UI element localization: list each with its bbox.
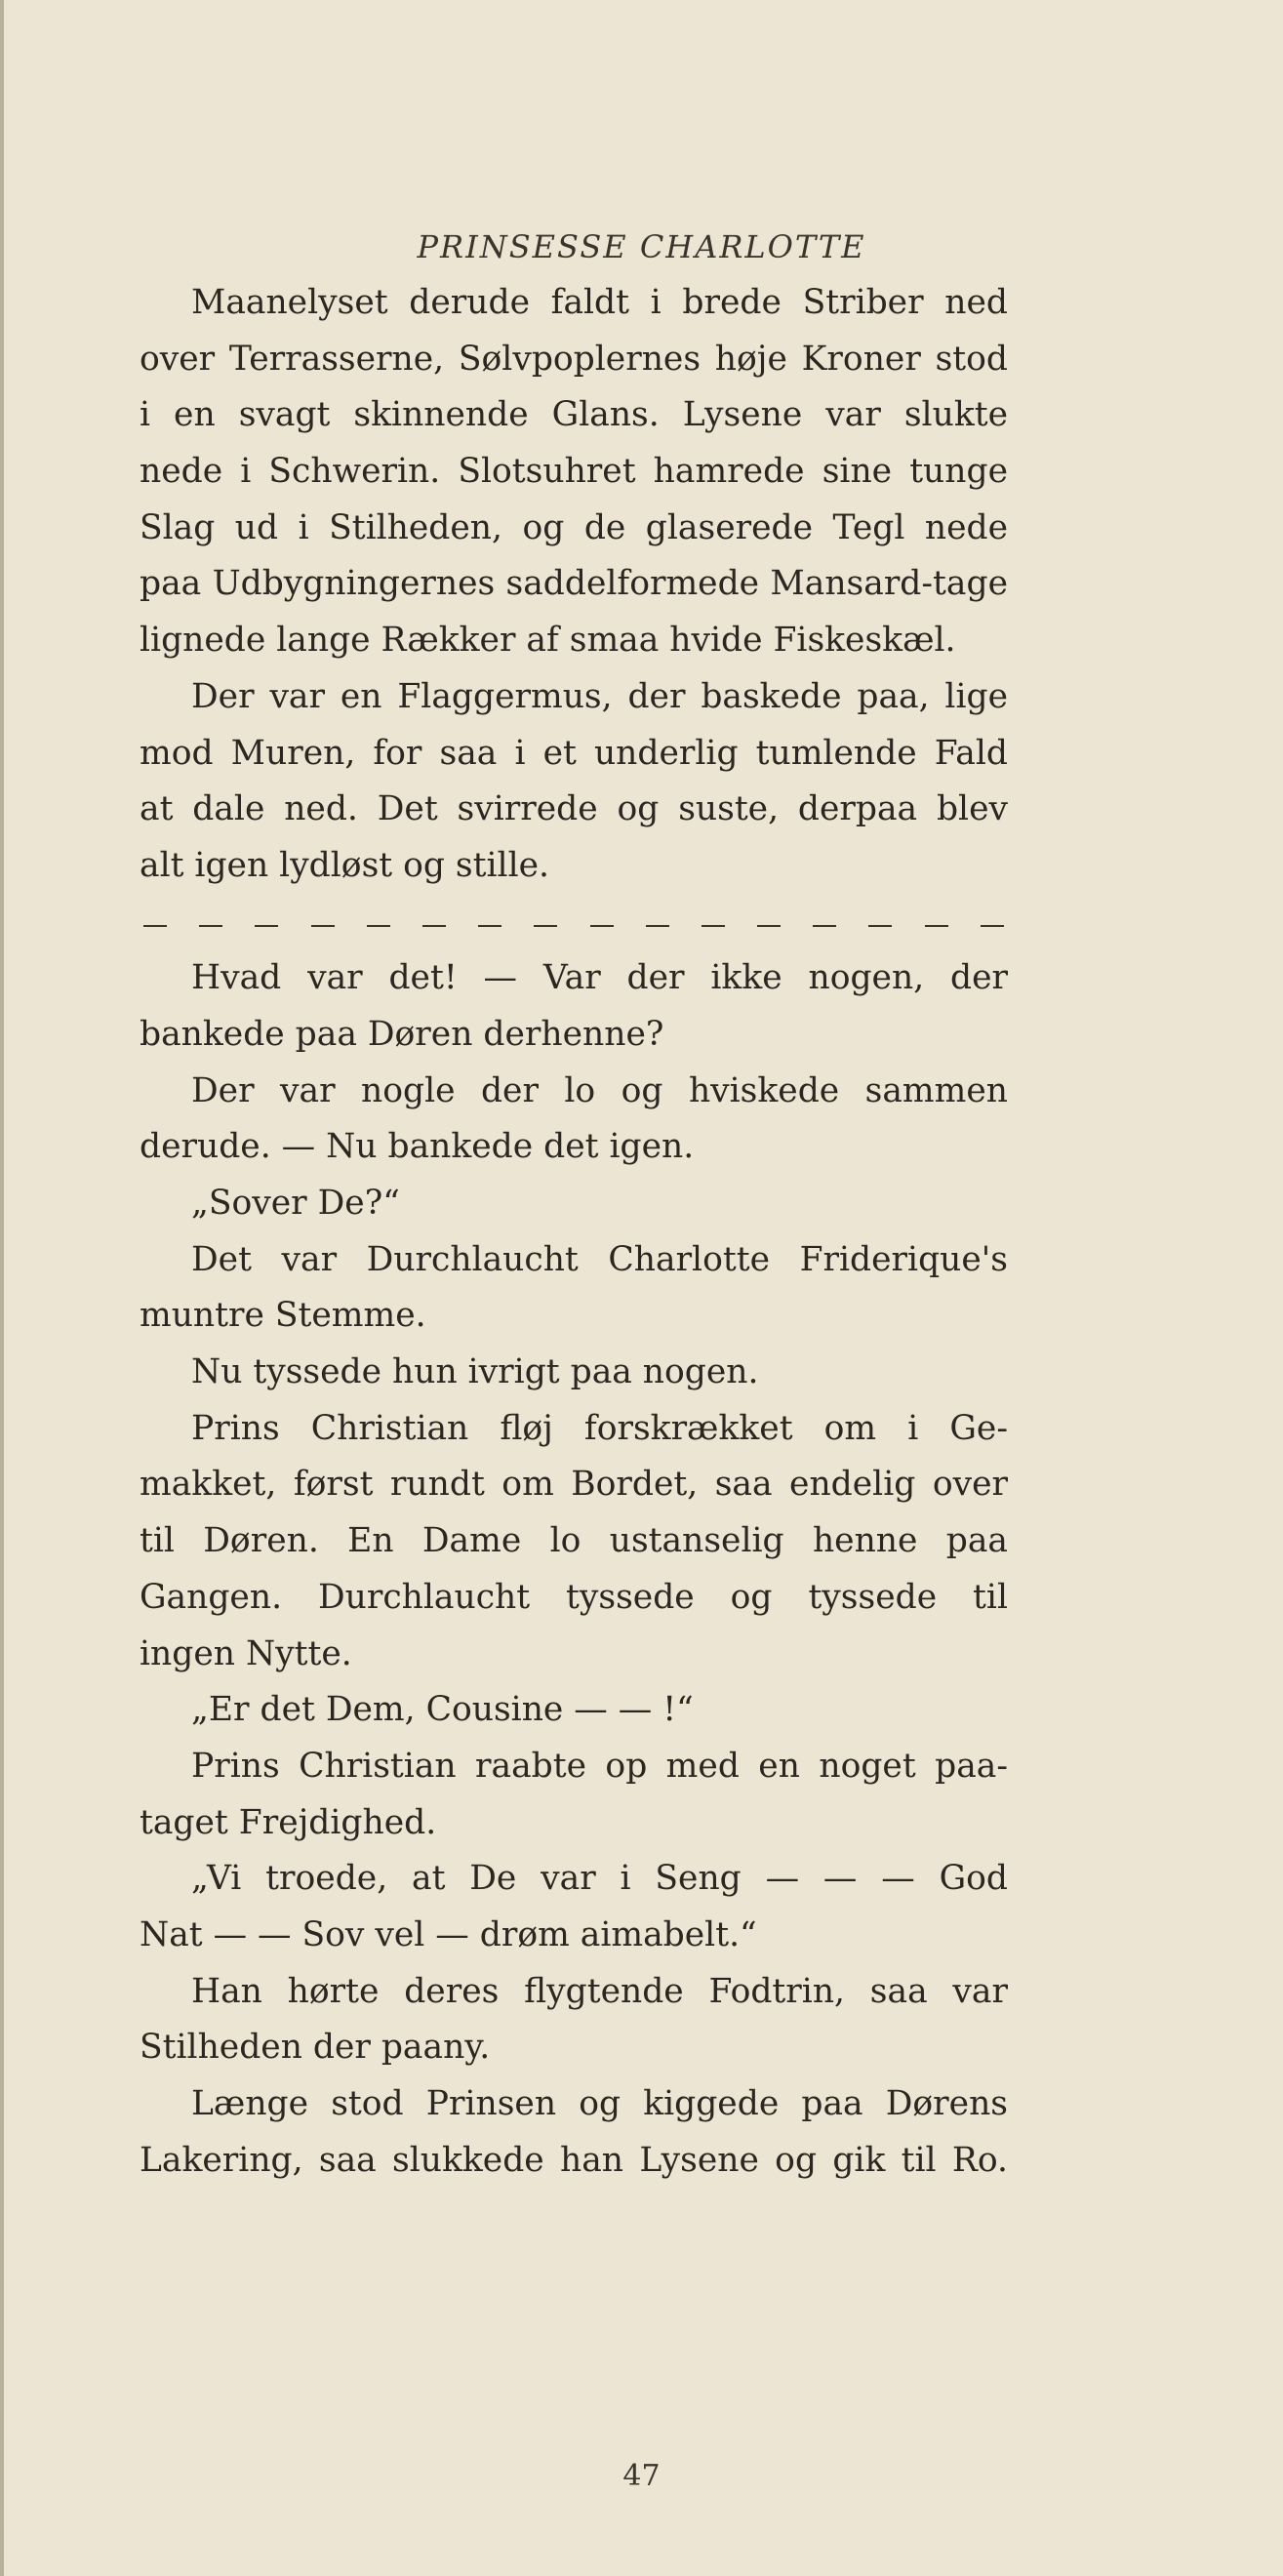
divider-dash <box>199 925 222 927</box>
text-line: alt igen lydløst og stille. <box>140 845 549 885</box>
text-line: makket, først rundt om Bordet, saa endelig over <box>140 1465 1008 1505</box>
text-line: Slag ud i Stilheden, og de glaserede Tegl nede <box>140 507 1008 547</box>
text-line: Hvad var det! — Var der ikke nogen, der <box>191 958 1008 998</box>
text-line: Lakering, saa slukkede han Lysene og gik til Ro. <box>140 2140 1008 2180</box>
text-line: Stilheden der paany. <box>140 2028 491 2068</box>
body-text <box>140 275 1008 2189</box>
text-line: Prins Christian fløj forskrækket om i Ge- <box>191 1408 1008 1448</box>
text-line: ingen Nytte. <box>140 1633 352 1673</box>
page-number: 47 <box>622 2459 661 2493</box>
divider-dash <box>143 925 167 927</box>
text-line: lignede lange Rækker af smaa hvide Fiskeskæl. <box>140 621 956 661</box>
text-line: over Terrasserne, Sølvpoplernes høje Kroner stod <box>140 339 1008 379</box>
section-divider <box>140 895 1008 951</box>
text-line: at dale ned. Det svirrede og suste, derpaa blev <box>140 789 1008 829</box>
divider-dash <box>255 925 278 927</box>
text-line: muntre Stemme. <box>140 1296 426 1336</box>
text-line: Han hørte deres flygtende Fodtrin, saa var <box>191 1971 1008 2011</box>
text-line: nede i Schwerin. Slotsuhret hamrede sine tunge <box>140 452 1008 492</box>
divider-dash <box>590 925 614 927</box>
text-line: taget Frejdighed. <box>140 1802 437 1842</box>
text-line: Det var Durchlaucht Charlotte Friderique's <box>191 1239 1008 1279</box>
text-line: Maanelyset derude faldt i brede Striber ned <box>191 283 1008 322</box>
divider-dash <box>868 925 892 927</box>
text-line: mod Muren, for saa i et underlig tumlende Fald <box>140 733 1008 773</box>
divider-dash <box>646 925 669 927</box>
divider-dash <box>925 925 948 927</box>
text-line: „Vi troede, at De var i Seng — — — God <box>191 1859 1008 1899</box>
text-line: paa Udbygningernes saddelformede Mansard-tage <box>140 564 1008 604</box>
page-edge <box>0 0 4 2576</box>
divider-dash <box>422 925 446 927</box>
text-line: bankede paa Døren derhenne? <box>140 1014 664 1054</box>
divider-dash <box>702 925 725 927</box>
text-line: „Er det Dem, Cousine — — !“ <box>191 1690 694 1730</box>
text-line: Der var nogle der lo og hviskede sammen <box>191 1070 1008 1110</box>
text-line: Nu tyssede hun ivrigt paa nogen. <box>191 1352 759 1392</box>
divider-dash <box>311 925 335 927</box>
divider-dash <box>367 925 390 927</box>
text-line: i en svagt skinnende Glans. Lysene var slukte <box>140 395 1008 435</box>
text-line: Gangen. Durchlaucht tyssede og tyssede til <box>140 1577 1008 1617</box>
divider-dash <box>813 925 836 927</box>
text-line: til Døren. En Dame lo ustanselig henne paa <box>140 1521 1008 1561</box>
divider-dash <box>478 925 501 927</box>
text-line: „Sover De?“ <box>191 1184 400 1223</box>
running-head: PRINSESSE CHARLOTTE <box>417 228 866 265</box>
divider-dash <box>534 925 557 927</box>
text-line: derude. — Nu bankede det igen. <box>140 1127 695 1167</box>
divider-dash <box>757 925 781 927</box>
text-line: Prins Christian raabte op med en noget paa- <box>191 1746 1008 1786</box>
text-line: Der var en Flaggermus, der baskede paa, lige <box>191 676 1008 716</box>
divider-dash <box>981 925 1004 927</box>
text-line: Længe stod Prinsen og kiggede paa Dørens <box>191 2084 1008 2123</box>
text-line: Nat — — Sov vel — drøm aimabelt.“ <box>140 1914 757 1954</box>
